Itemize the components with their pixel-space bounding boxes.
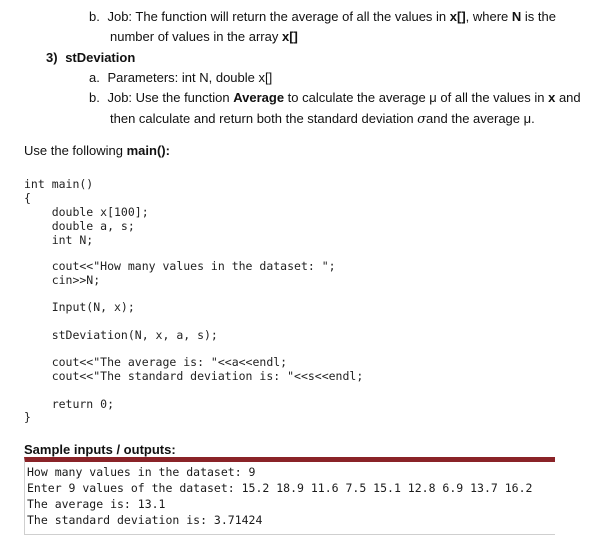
item-3b-line-1 xyxy=(89,89,581,107)
item-3b-label: b. xyxy=(89,90,100,105)
terminal-line: The standard deviation is: 3.71424 xyxy=(27,513,263,527)
terminal-line: How many values in the dataset: 9 xyxy=(27,465,256,479)
code-line: { xyxy=(24,191,31,205)
code-line: cin>>N; xyxy=(24,273,101,287)
terminal-line: The average is: 13.1 xyxy=(27,497,166,511)
code-line: cout<<"The standard deviation is: "<<s<<endl; xyxy=(24,369,364,383)
instruction-line xyxy=(24,142,170,160)
item-b-x: x[] xyxy=(449,9,466,24)
item-b-line-2 xyxy=(110,28,298,46)
code-line: return 0; xyxy=(24,397,115,411)
item-b-line2-x: x[] xyxy=(281,29,298,44)
terminal-output xyxy=(24,457,555,535)
item-3b-line2-post: and the average μ. xyxy=(426,111,535,126)
code-line: stDeviation(N, x, a, s); xyxy=(24,328,218,342)
instruction-text: Use the following xyxy=(24,143,127,158)
item-b-label: b. xyxy=(89,9,100,24)
item-3b-average: Average xyxy=(233,90,285,105)
item-b-post: is the xyxy=(521,9,556,24)
code-line: cout<<"How many values in the dataset: "; xyxy=(24,259,336,273)
sigma-symbol: σ xyxy=(417,112,427,127)
item-b-line2-pre: number of values in the array xyxy=(110,29,282,44)
item-3b-mid: to calculate the average μ of all the values in xyxy=(284,90,549,105)
code-line: Input(N, x); xyxy=(24,300,135,314)
code-line: int N; xyxy=(24,233,94,247)
item-3b-line2-pre: then calculate and return both the standard deviation xyxy=(110,111,418,126)
item-3b-post: and xyxy=(555,90,581,105)
code-line: } xyxy=(24,410,31,424)
code-line: double a, s; xyxy=(24,219,135,233)
item-3b-line-2 xyxy=(110,110,535,129)
item-b-mid: , where xyxy=(465,9,512,24)
code-line: cout<<"The average is: "<<a<<endl; xyxy=(24,355,288,369)
terminal-line: Enter 9 values of the dataset: 15.2 18.9 11.6 7.5 15.1 12.8 6.9 13.7 16.2 xyxy=(27,481,533,495)
sample-heading: Sample inputs / outputs: xyxy=(24,442,176,457)
item-b-line-1 xyxy=(89,8,556,26)
code-line: int main() xyxy=(24,177,94,191)
code-line: double x[100]; xyxy=(24,205,149,219)
item-3a xyxy=(89,69,272,87)
item-b-n: N xyxy=(511,9,522,24)
item-b-text-pre: Job: The function will return the average of all the values in xyxy=(107,9,450,24)
item-3a-text: Parameters: int N, double x[] xyxy=(107,70,273,85)
item-3-label: 3) xyxy=(46,50,58,65)
item-3-title: stDeviation xyxy=(65,50,136,65)
instruction-main: main(): xyxy=(126,143,170,158)
item-3b-pre: Job: Use the function xyxy=(107,90,234,105)
item-3-heading xyxy=(46,49,135,67)
item-3b-x: x xyxy=(548,90,556,105)
item-3a-label: a. xyxy=(89,70,100,85)
